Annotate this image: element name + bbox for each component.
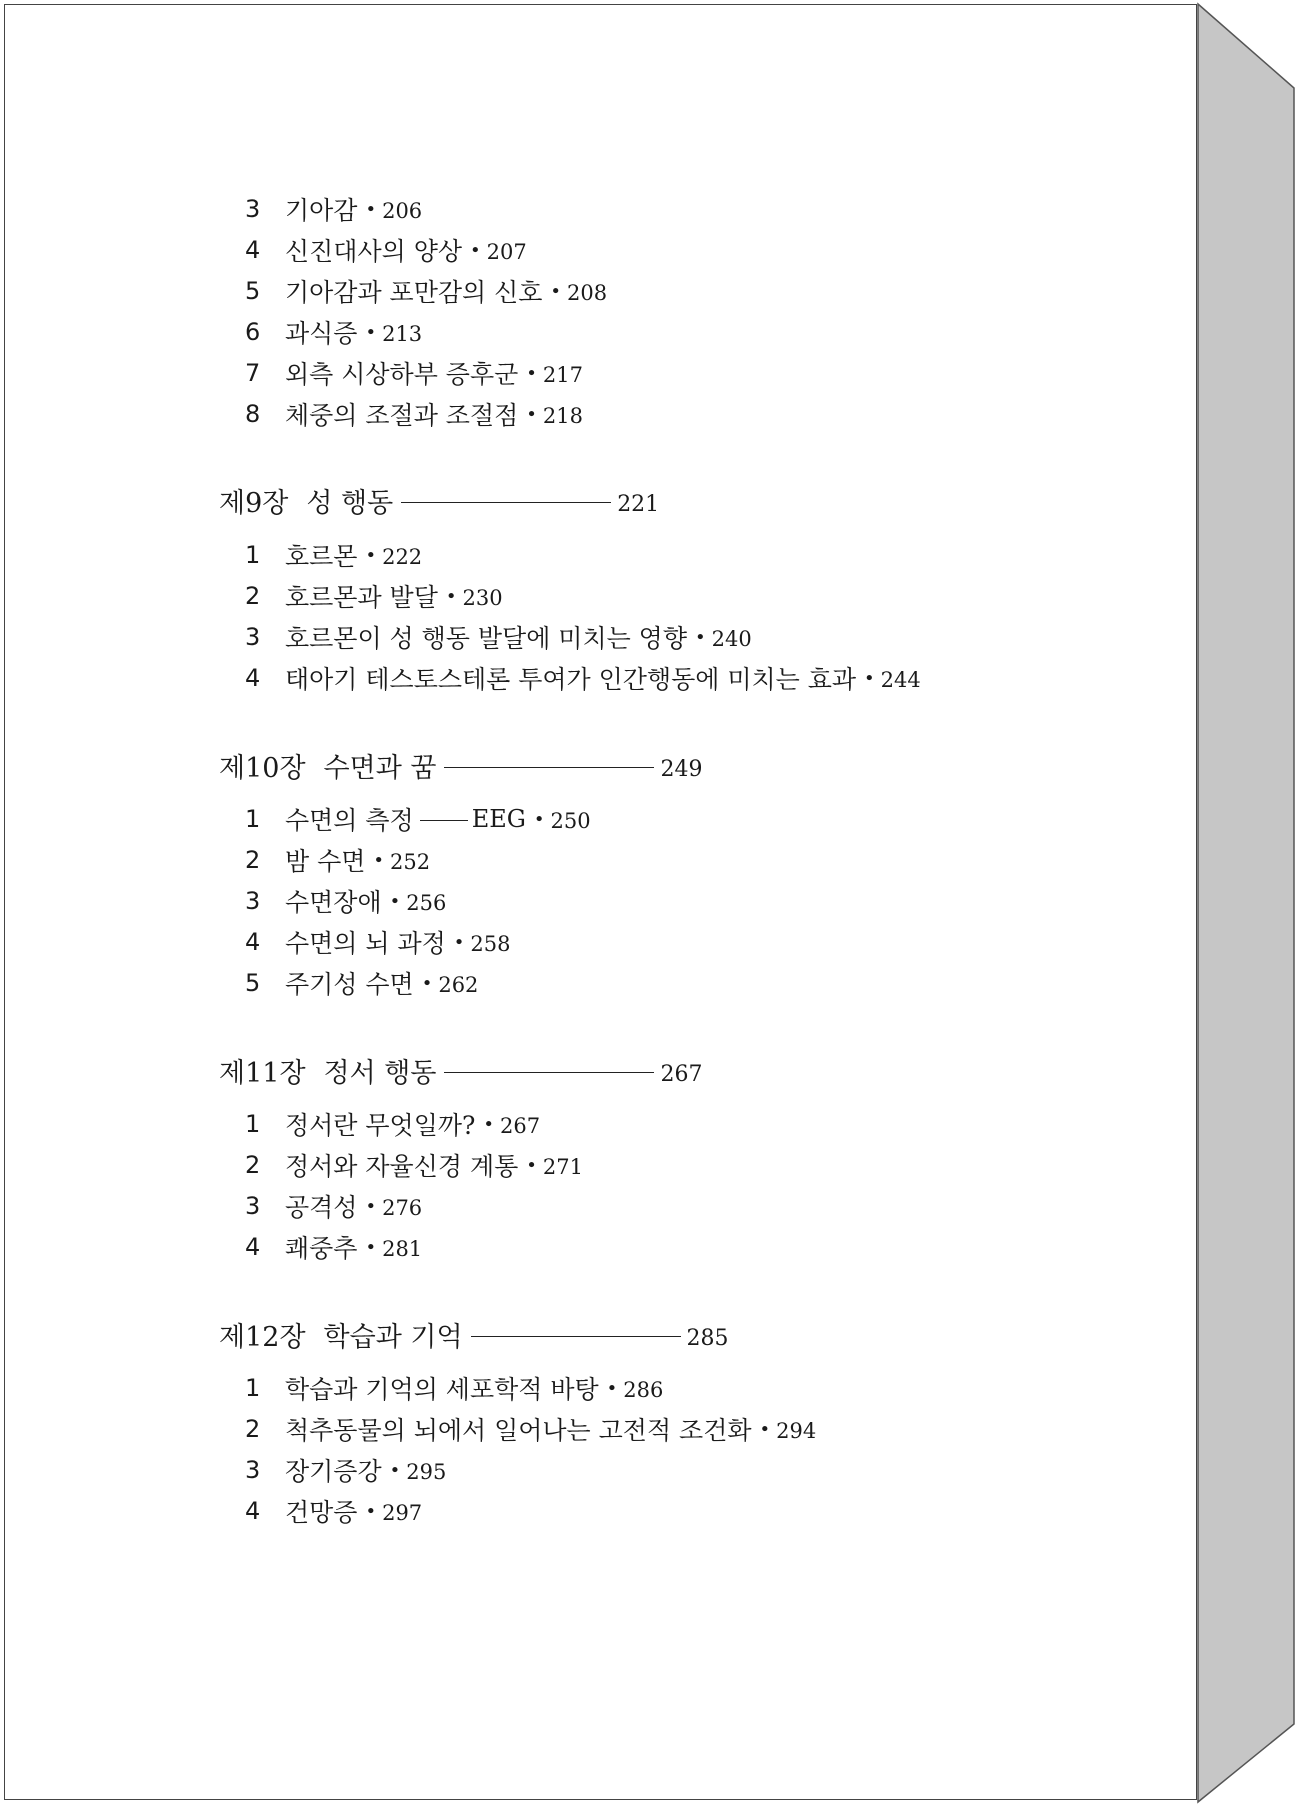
section-number: 2 (245, 582, 261, 610)
section-number: 4 (245, 1497, 261, 1525)
section-title: 쾌중추 (285, 1234, 358, 1263)
bullet-separator: • (483, 1113, 495, 1135)
section-title: 기아감과 포만감의 신호 (285, 278, 543, 307)
toc-entry[interactable] (245, 1492, 422, 1530)
chapter-number: 제10장 (219, 752, 306, 784)
toc-entry[interactable] (245, 841, 430, 879)
toc-entry[interactable] (245, 923, 511, 961)
chapter-page-number: 285 (686, 1325, 729, 1351)
section-title: 수면의 뇌 과정 (285, 929, 446, 958)
toc-entry[interactable] (245, 395, 583, 433)
section-title: 주기성 수면 (285, 970, 414, 999)
section-page-number: 207 (486, 240, 527, 264)
section-number: 1 (245, 541, 261, 569)
bullet-separator: • (759, 1418, 771, 1440)
section-number: 5 (245, 277, 261, 305)
toc-entry[interactable] (245, 577, 503, 615)
section-page-number: 271 (542, 1155, 583, 1179)
section-page-number: 244 (880, 668, 921, 692)
section-page-number: 297 (382, 1501, 423, 1525)
chapter-title: 성 행동 (306, 487, 394, 519)
leader-line (444, 1072, 654, 1073)
section-page-number: 208 (567, 281, 608, 305)
section-page-number: 218 (542, 404, 583, 428)
chapter-number: 제12장 (219, 1321, 306, 1353)
section-number: 3 (245, 195, 261, 223)
section-page-number: 258 (470, 932, 511, 956)
section-title: 외측 시상하부 증후군 (285, 360, 519, 389)
section-number: 8 (245, 400, 261, 428)
toc-entry[interactable] (245, 231, 527, 269)
toc-entry[interactable] (245, 536, 422, 574)
leader-line (401, 502, 611, 503)
chapter-page-number: 221 (617, 491, 660, 517)
section-page-number: 230 (462, 586, 503, 610)
toc-entry[interactable] (245, 618, 752, 656)
toc-entry[interactable] (245, 1228, 422, 1266)
chapter-heading[interactable] (219, 1050, 702, 1090)
toc-entry[interactable] (245, 1146, 583, 1184)
section-title: 척추동물의 뇌에서 일어나는 고전적 조건화 (285, 1416, 752, 1445)
section-number: 4 (245, 664, 261, 692)
bullet-separator: • (365, 1236, 377, 1258)
section-number: 7 (245, 359, 261, 387)
section-title: 기아감 (285, 196, 358, 225)
bullet-separator: • (695, 626, 706, 648)
section-page-number: 250 (550, 809, 591, 833)
toc-entry[interactable] (245, 1105, 540, 1143)
section-page-number: 262 (438, 973, 479, 997)
toc-entry[interactable] (245, 882, 446, 920)
section-page-number: 286 (623, 1378, 664, 1402)
section-number: 4 (245, 1233, 261, 1261)
bullet-separator: • (421, 972, 433, 994)
bullet-separator: • (445, 585, 457, 607)
section-title: 수면의 측정 (285, 806, 414, 835)
bullet-separator: • (389, 1459, 401, 1481)
chapter-title: 정서 행동 (323, 1057, 437, 1089)
chapter-title: 학습과 기억 (323, 1321, 463, 1353)
section-number: 2 (245, 846, 261, 874)
section-title: 태아기 테스토스테론 투여가 인간행동에 미치는 효과 (285, 665, 857, 694)
section-title: 건망증 (285, 1498, 358, 1527)
toc-entry[interactable] (245, 1451, 446, 1489)
toc-entry[interactable] (245, 1187, 422, 1225)
bullet-separator: • (365, 1195, 377, 1217)
chapter-number: 제9장 (219, 487, 289, 519)
dash-line (420, 820, 468, 821)
section-title: 공격성 (285, 1193, 358, 1222)
bullet-separator: • (365, 321, 377, 343)
section-number: 2 (245, 1415, 261, 1443)
chapter-heading[interactable] (219, 1314, 729, 1354)
section-number: 3 (245, 623, 261, 651)
chapter-page-number: 267 (660, 1061, 703, 1087)
section-title: 밤 수면 (285, 847, 366, 876)
leader-line (444, 767, 654, 768)
bullet-separator: • (365, 198, 377, 220)
section-title: 정서란 무엇일까? (285, 1111, 476, 1140)
bullet-separator: • (365, 1500, 377, 1522)
toc-entry[interactable] (245, 313, 422, 351)
section-page-number: 295 (406, 1460, 447, 1484)
section-page-number: 256 (406, 891, 447, 915)
section-page-number: 217 (542, 363, 583, 387)
bullet-separator: • (550, 280, 562, 302)
chapter-number: 제11장 (219, 1057, 306, 1089)
section-number: 1 (245, 805, 261, 833)
bullet-separator: • (526, 1154, 537, 1176)
bullet-separator: • (453, 931, 465, 953)
bullet-separator: • (606, 1377, 618, 1399)
section-title: 호르몬이 성 행동 발달에 미치는 영향 (285, 624, 687, 653)
bullet-separator: • (526, 403, 537, 425)
bullet-separator: • (533, 808, 545, 830)
section-number: 1 (245, 1110, 261, 1138)
bullet-separator: • (365, 544, 377, 566)
toc-entry[interactable] (245, 1410, 816, 1448)
chapter-title: 수면과 꿈 (323, 752, 437, 784)
chapter-heading[interactable] (219, 480, 659, 520)
bullet-separator: • (526, 362, 537, 384)
book-page (4, 4, 1197, 1800)
section-title: 호르몬 (285, 542, 358, 571)
bullet-separator: • (373, 849, 385, 871)
section-title: 수면장애 (285, 888, 382, 917)
section-page-number: 281 (382, 1237, 423, 1261)
toc-entry[interactable] (245, 800, 591, 838)
bullet-separator: • (470, 239, 481, 261)
leader-line (471, 1336, 681, 1337)
toc-entry[interactable] (245, 272, 607, 310)
section-page-number: 252 (390, 850, 431, 874)
section-number: 3 (245, 1456, 261, 1484)
section-number: 1 (245, 1374, 261, 1402)
section-number: 2 (245, 1151, 261, 1179)
section-number: 3 (245, 1192, 261, 1220)
section-number: 4 (245, 236, 261, 264)
section-title: 체중의 조절과 조절점 (285, 401, 519, 430)
section-title-suffix: EEG (471, 805, 526, 833)
section-title: 학습과 기억의 세포학적 바탕 (285, 1375, 599, 1404)
chapter-heading[interactable] (219, 745, 702, 785)
section-page-number: 276 (382, 1196, 423, 1220)
section-page-number: 206 (382, 199, 423, 223)
section-page-number: 222 (382, 545, 423, 569)
section-title: 신진대사의 양상 (285, 237, 462, 266)
section-title: 장기증강 (285, 1457, 382, 1486)
section-page-number: 213 (382, 322, 423, 346)
toc-entry[interactable] (245, 354, 583, 392)
section-title: 과식증 (285, 319, 358, 348)
section-title: 정서와 자율신경 계통 (285, 1152, 519, 1181)
toc-entry[interactable] (245, 659, 921, 697)
section-page-number: 294 (776, 1419, 817, 1443)
section-number: 5 (245, 969, 261, 997)
toc-entry[interactable] (245, 964, 478, 1002)
section-number: 4 (245, 928, 261, 956)
chapter-page-number: 249 (660, 756, 703, 782)
toc-entry[interactable] (245, 1369, 663, 1407)
bullet-separator: • (864, 667, 875, 689)
section-page-number: 267 (500, 1114, 541, 1138)
section-title: 호르몬과 발달 (285, 583, 438, 612)
bullet-separator: • (389, 890, 401, 912)
section-number: 6 (245, 318, 261, 346)
section-number: 3 (245, 887, 261, 915)
toc-entry[interactable] (245, 190, 422, 228)
section-page-number: 240 (711, 627, 752, 651)
